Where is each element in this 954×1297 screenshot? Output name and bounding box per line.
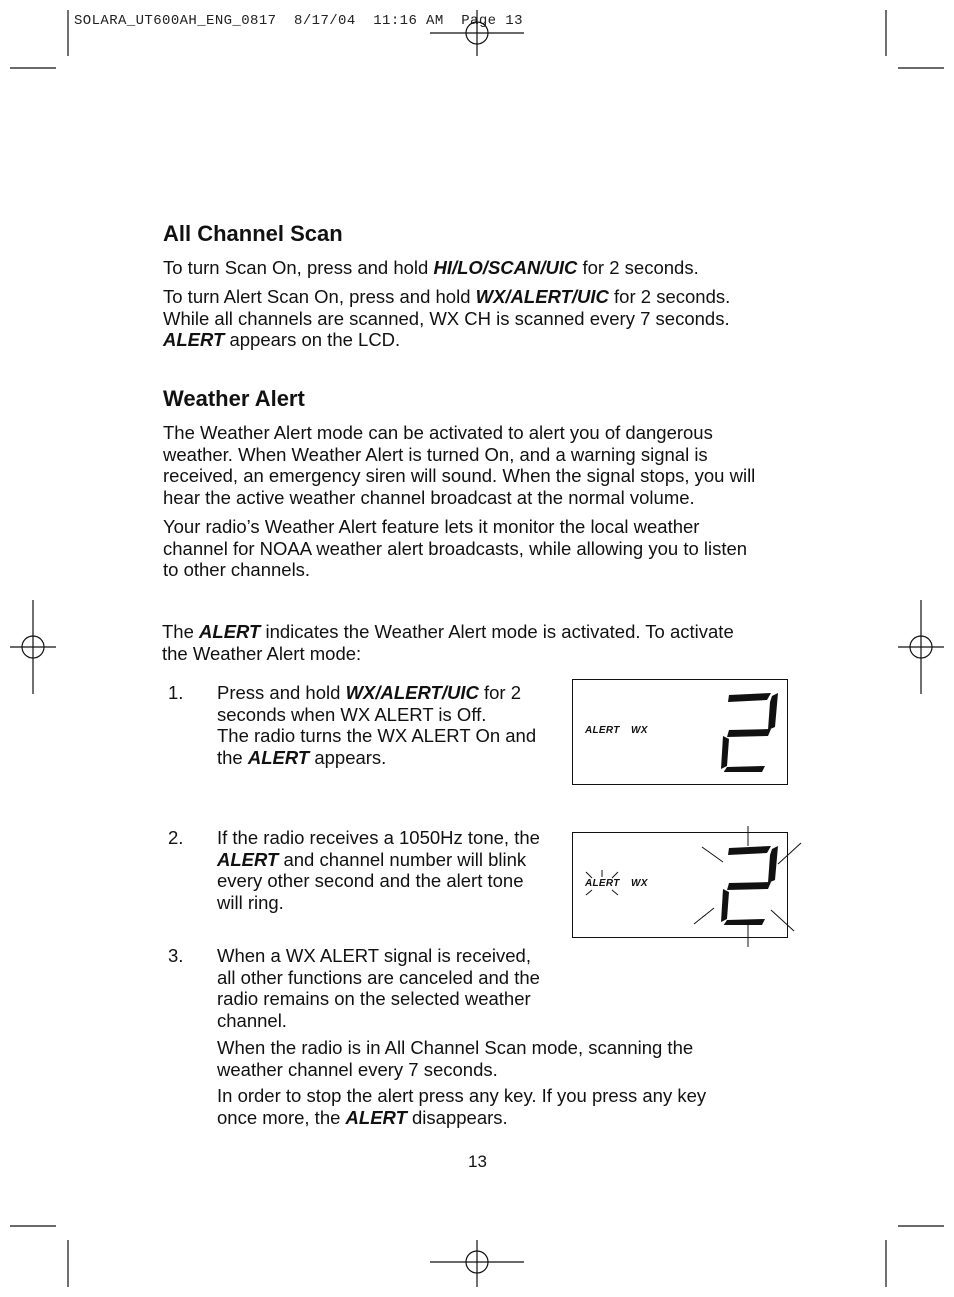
step-number: 2. [168,827,184,848]
step-2-text: If the radio receives a 1050Hz tone, the ALERT and channel number will blink every other second and the alert tone will ring. [217,827,540,913]
scan-mode-note: When the radio is in All Channel Scan mode, scanning the weather channel every 7 seconds. [217,1037,694,1080]
alert-scan-paragraph: To turn Alert Scan On, press and hold WX/ALERT/UIC for 2 seconds. While all channels are scanned, WX CH is scanned every 7 seconds. ALERT appears on the LCD. [163,286,731,350]
scan-instruction: To turn Scan On, press and hold HI/LO/SCAN/UIC for 2 seconds. [163,257,699,278]
alert-indicator-paragraph: The ALERT indicates the Weather Alert mode is activated. To activate the Weather Alert mode: [162,621,734,664]
blink-indicator-lines [572,820,812,955]
section-heading-weather-alert: Weather Alert [163,386,305,411]
lcd-wx-label: WX [631,725,648,736]
stop-alert-note: In order to stop the alert press any key. If you press any key once more, the ALERT disappears. [217,1085,707,1128]
step-1-text: Press and hold WX/ALERT/UIC for 2 seconds when WX ALERT is Off. The radio turns the WX ALERT On and the ALERT appears. [217,682,537,768]
weather-alert-intro: The Weather Alert mode can be activated to alert you of dangerous weather. When Weather Alert is turned On, and a warning signal is received, an emergency siren will sound. When the signal stops, you will hear the active weather channel broadcast at the normal volume. [163,422,756,508]
lcd-alert-label: ALERT [585,878,620,889]
step-3-text: When a WX ALERT signal is received, all other functions are canceled and the radio remains on the selected weather channel. [217,945,540,1031]
print-slug: SOLARA_UT600AH_ENG_0817 8/17/04 11:16 AM Page 13 [74,13,523,29]
step-number: 3. [168,945,184,966]
lcd-wx-label: WX [631,878,648,889]
step-number: 1. [168,682,184,703]
noaa-paragraph: Your radio’s Weather Alert feature lets it monitor the local weather channel for NOAA weather alert broadcasts, while allowing you to listen to other channels. [163,516,748,580]
seven-segment-digit [715,692,785,772]
section-heading-all-channel-scan: All Channel Scan [163,221,343,246]
lcd-display-alert-on [572,679,788,785]
page-number: 13 [468,1152,487,1171]
lcd-alert-label: ALERT [585,725,620,736]
